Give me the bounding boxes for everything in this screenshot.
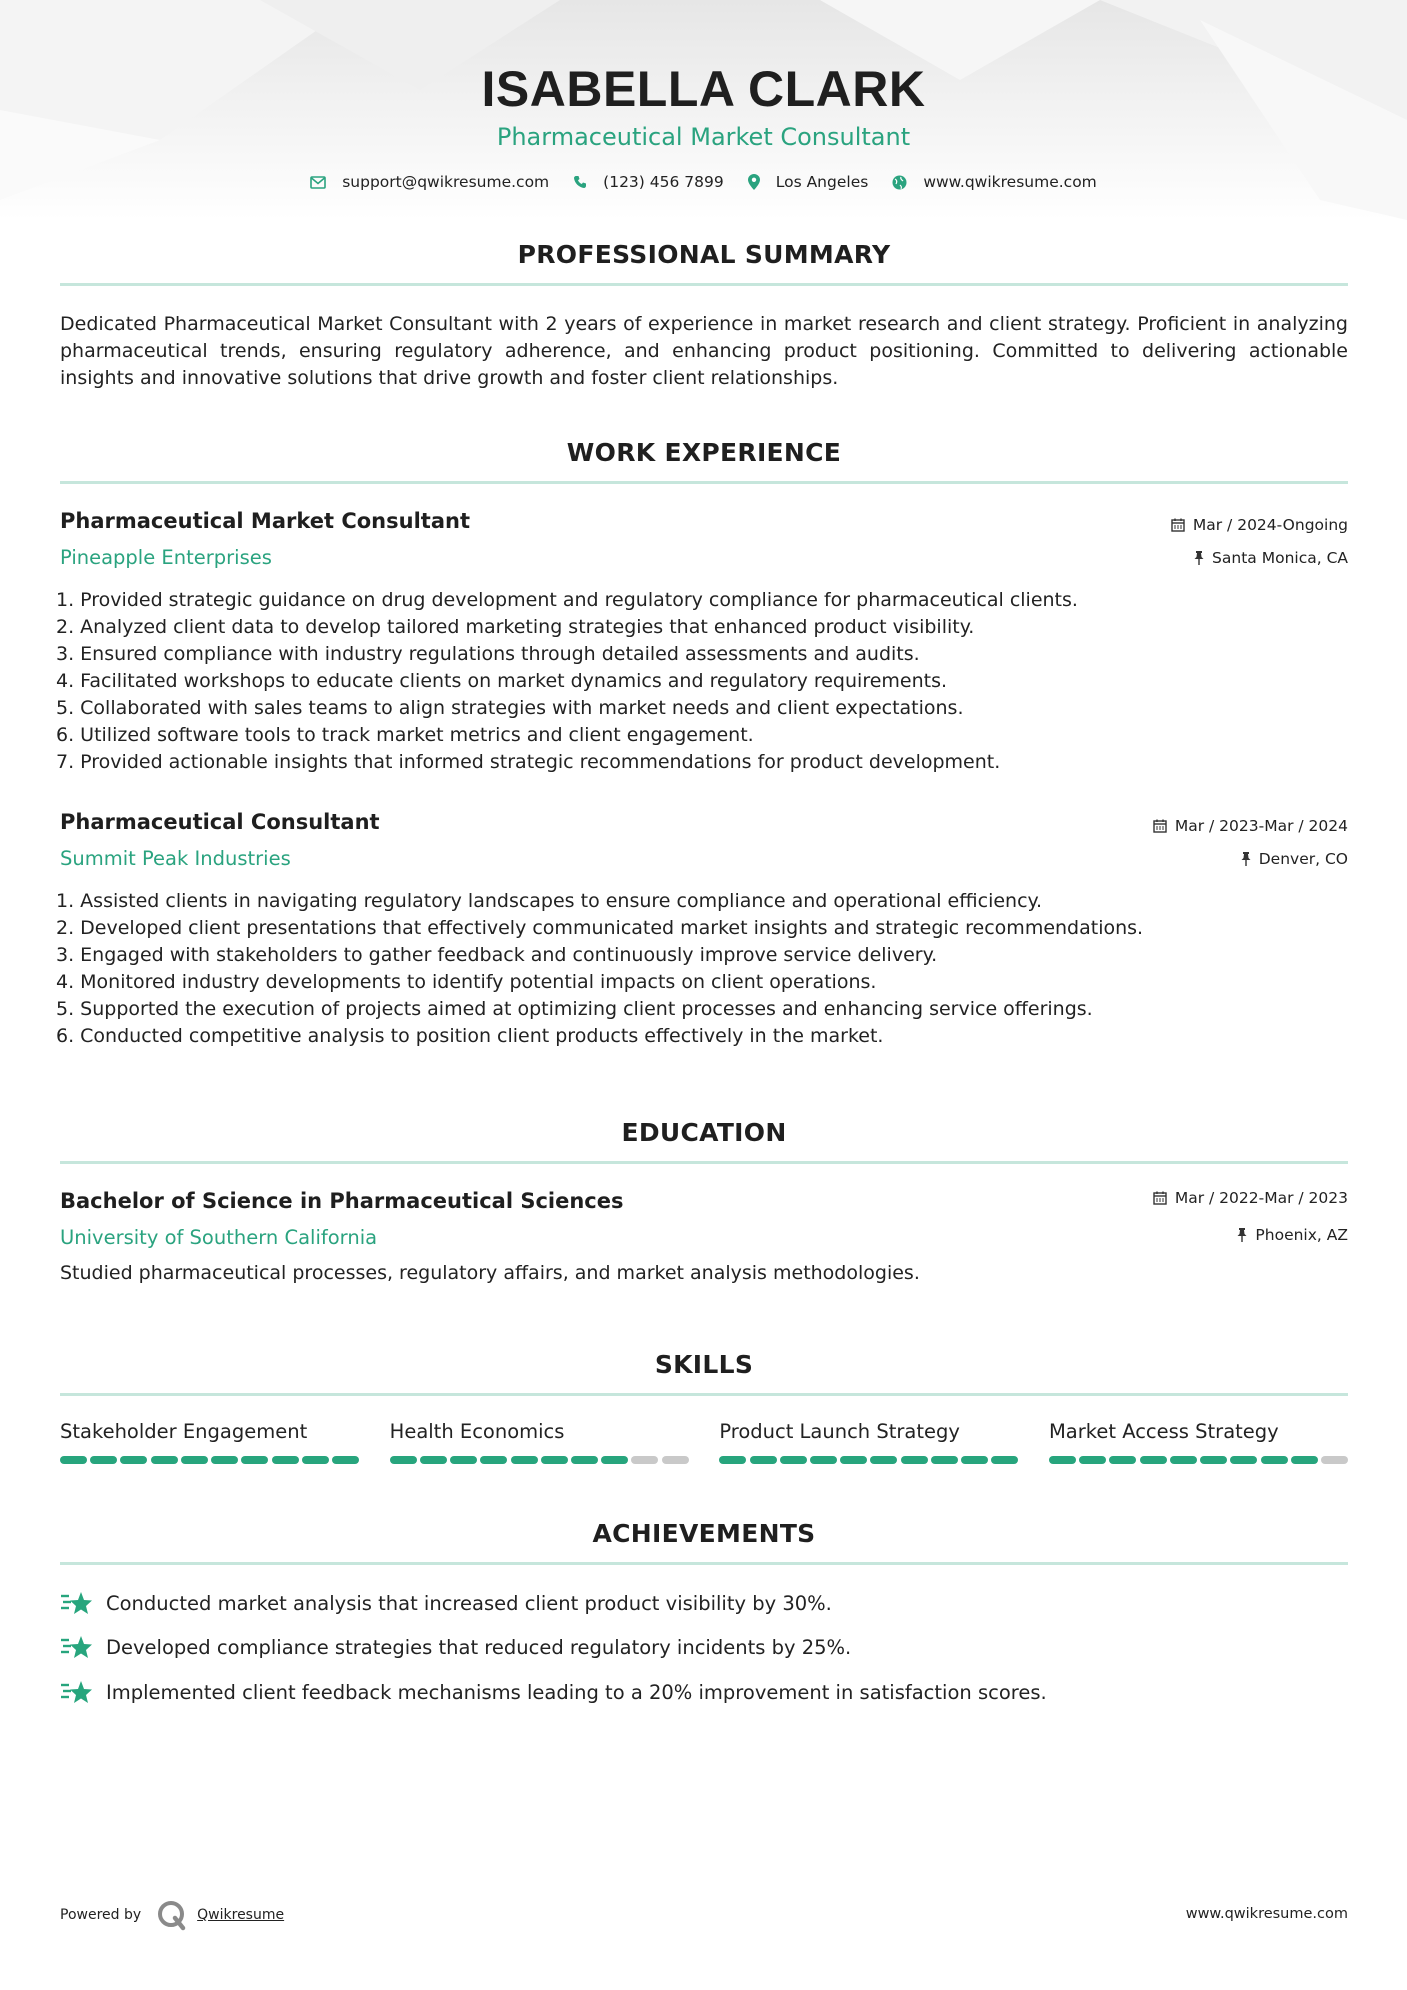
skill-dot-filled — [211, 1456, 238, 1464]
contact-phone[interactable] — [573, 173, 724, 191]
skill-rating — [1049, 1456, 1348, 1464]
job-location — [1194, 549, 1348, 567]
achievements-divider — [60, 1562, 1348, 1565]
star-icon — [60, 1634, 94, 1660]
skill-dot-filled — [931, 1456, 958, 1464]
achievement-item — [60, 1634, 851, 1660]
skills-list — [60, 1420, 1348, 1464]
bullet-item: 1. Assisted clients in navigating regulatory landscapes to ensure compliance and operational efficiency. — [56, 890, 1043, 912]
location-text: Los Angeles — [775, 173, 869, 191]
education-divider — [60, 1161, 1348, 1164]
skill-dot-filled — [332, 1456, 359, 1464]
skills-divider — [60, 1393, 1348, 1396]
contact-email[interactable] — [310, 173, 549, 191]
bullet-item: 5. Collaborated with sales teams to align strategies with market needs and client expectations. — [56, 697, 964, 719]
experience-heading: WORK EXPERIENCE — [566, 438, 842, 467]
bullet-item: 3. Ensured compliance with industry regulations through detailed assessments and audits. — [56, 643, 920, 665]
pushpin-icon — [1241, 852, 1251, 866]
contact-website[interactable] — [892, 173, 1096, 191]
map-pin-icon — [748, 174, 760, 190]
skill-name: Product Launch Strategy — [719, 1420, 960, 1443]
skill-dot-filled — [1230, 1456, 1257, 1464]
skill-dot-filled — [511, 1456, 538, 1464]
skill-dot-filled — [571, 1456, 598, 1464]
star-icon — [60, 1590, 94, 1616]
skill-dot-filled — [901, 1456, 928, 1464]
bullet-item: 6. Conducted competitive analysis to position client products effectively in the market. — [56, 1025, 884, 1047]
skill-name: Market Access Strategy — [1048, 1420, 1279, 1443]
star-icon — [60, 1679, 94, 1705]
skill-rating — [60, 1456, 359, 1464]
skill-dot-filled — [1170, 1456, 1197, 1464]
skill-dot-filled — [870, 1456, 897, 1464]
summary-heading: PROFESSIONAL SUMMARY — [517, 240, 891, 269]
bullet-item: 1. Provided strategic guidance on drug development and regulatory compliance for pharmaceutical clients. — [56, 589, 1078, 611]
company-name: Pineapple Enterprises — [60, 546, 272, 569]
skill-dot-filled — [780, 1456, 807, 1464]
skill-dot-filled — [90, 1456, 117, 1464]
skill-name: Stakeholder Engagement — [60, 1420, 308, 1443]
achievement-text: Conducted market analysis that increased client product visibility by 30%. — [106, 1591, 832, 1615]
degree-title: Bachelor of Science in Pharmaceutical Sciences — [60, 1189, 624, 1213]
skill-dot-filled — [840, 1456, 867, 1464]
skill-dot-filled — [719, 1456, 746, 1464]
qwikresume-link[interactable]: Qwikresume — [197, 1907, 285, 1923]
skill-dot-filled — [961, 1456, 988, 1464]
school-name: University of Southern California — [60, 1226, 378, 1249]
skill-dot-filled — [1200, 1456, 1227, 1464]
skill-dot-filled — [1140, 1456, 1167, 1464]
contact-location — [748, 173, 869, 191]
globe-icon — [892, 175, 907, 190]
skill-dot-empty — [631, 1456, 658, 1464]
skill-dot-filled — [420, 1456, 447, 1464]
bullet-item: 7. Provided actionable insights that informed strategic recommendations for product development. — [56, 751, 1001, 773]
job-dates — [1171, 516, 1348, 534]
skill-dot-filled — [120, 1456, 147, 1464]
skill-dot-filled — [991, 1456, 1018, 1464]
skill-item — [390, 1420, 689, 1464]
achievements-heading: ACHIEVEMENTS — [592, 1519, 816, 1548]
achievement-text: Developed compliance strategies that reduced regulatory incidents by 25%. — [106, 1635, 852, 1659]
education-dates-text: Mar / 2022-Mar / 2023 — [1174, 1189, 1348, 1207]
skill-dot-filled — [601, 1456, 628, 1464]
education-dates — [1153, 1189, 1348, 1207]
skill-dot-filled — [1291, 1456, 1318, 1464]
skill-dot-filled — [450, 1456, 477, 1464]
job-bullets — [56, 587, 1346, 776]
skill-dot-filled — [810, 1456, 837, 1464]
skill-dot-filled — [1049, 1456, 1076, 1464]
skill-item — [719, 1420, 1018, 1464]
resume-header — [0, 58, 1407, 152]
calendar-icon — [1153, 1191, 1167, 1205]
skill-dot-filled — [272, 1456, 299, 1464]
website-text: www.qwikresume.com — [923, 173, 1097, 191]
phone-text: (123) 456 7899 — [603, 173, 724, 191]
company-name: Summit Peak Industries — [60, 847, 291, 870]
calendar-icon — [1153, 819, 1167, 833]
education-location — [1237, 1226, 1348, 1244]
education-heading: EDUCATION — [621, 1118, 787, 1147]
achievement-item — [60, 1679, 1047, 1705]
skill-dot-filled — [1261, 1456, 1288, 1464]
skill-item — [1049, 1420, 1348, 1464]
education-location-text: Phoenix, AZ — [1255, 1226, 1348, 1244]
bullet-item: 2. Developed client presentations that effectively communicated market insights and strategic recommendations. — [56, 917, 1144, 939]
candidate-name: ISABELLA CLARK — [481, 61, 926, 117]
skills-heading: SKILLS — [654, 1350, 754, 1379]
achievement-item — [60, 1590, 832, 1616]
skill-dot-filled — [151, 1456, 178, 1464]
summary-divider — [60, 283, 1348, 286]
skill-dot-filled — [480, 1456, 507, 1464]
skill-dot-filled — [750, 1456, 777, 1464]
skill-dot-filled — [1079, 1456, 1106, 1464]
pushpin-icon — [1194, 551, 1204, 565]
phone-icon — [573, 175, 587, 189]
bullet-item: 6. Utilized software tools to track market metrics and client engagement. — [56, 724, 754, 746]
experience-divider — [60, 481, 1348, 484]
skill-rating — [390, 1456, 689, 1464]
skill-dot-filled — [181, 1456, 208, 1464]
job-title: Pharmaceutical Market Consultant — [60, 509, 470, 533]
email-text: support@qwikresume.com — [342, 173, 550, 191]
skill-rating — [719, 1456, 1018, 1464]
powered-by-label: Powered by — [60, 1907, 142, 1923]
footer-powered-by — [60, 1898, 284, 1932]
bullet-item: 4. Facilitated workshops to educate clients on market dynamics and regulatory requirements. — [56, 670, 948, 692]
calendar-icon — [1171, 518, 1185, 532]
job-dates-text: Mar / 2024-Ongoing — [1192, 516, 1348, 534]
skill-name: Health Economics — [389, 1420, 565, 1443]
pushpin-icon — [1237, 1228, 1247, 1242]
job-title: Pharmaceutical Consultant — [60, 810, 380, 834]
skill-dot-empty — [1321, 1456, 1348, 1464]
job-dates-text: Mar / 2023-Mar / 2024 — [1174, 817, 1348, 835]
skill-dot-filled — [1109, 1456, 1136, 1464]
job-dates — [1153, 817, 1348, 835]
footer-website[interactable]: www.qwikresume.com — [1185, 1906, 1348, 1922]
contact-bar — [0, 173, 1407, 191]
skill-dot-filled — [302, 1456, 329, 1464]
bullet-item: 2. Analyzed client data to develop tailored marketing strategies that enhanced product visibility. — [56, 616, 975, 638]
envelope-icon — [310, 176, 326, 189]
candidate-title: Pharmaceutical Market Consultant — [496, 123, 911, 151]
skill-dot-empty — [662, 1456, 689, 1464]
summary-text: Dedicated Pharmaceutical Market Consultant with 2 years of experience in market research and client strategy. Proficient in analyzing pharmaceutical trends, ensuring regulatory adherence, and enhancing product positioning. Committed to delivering actionable insights and innovative solutions that drive growth and foster client relationships. — [60, 313, 1348, 389]
skill-item — [60, 1420, 359, 1464]
education-description: Studied pharmaceutical processes, regulatory affairs, and market analysis methodologies. — [60, 1262, 920, 1284]
bullet-item: 4. Monitored industry developments to identify potential impacts on client operations. — [56, 971, 877, 993]
bullet-item: 5. Supported the execution of projects aimed at optimizing client processes and enhancing service offerings. — [56, 998, 1093, 1020]
achievement-text: Implemented client feedback mechanisms leading to a 20% improvement in satisfaction scores. — [106, 1680, 1047, 1704]
job-location — [1241, 850, 1348, 868]
qwikresume-logo-icon — [155, 1898, 189, 1932]
skill-dot-filled — [390, 1456, 417, 1464]
job-location-text: Santa Monica, CA — [1212, 549, 1348, 567]
skill-dot-filled — [241, 1456, 268, 1464]
job-bullets — [56, 888, 1346, 1050]
skill-dot-filled — [541, 1456, 568, 1464]
bullet-item: 3. Engaged with stakeholders to gather feedback and continuously improve service delivery. — [56, 944, 938, 966]
skill-dot-filled — [60, 1456, 87, 1464]
job-location-text: Denver, CO — [1258, 850, 1348, 868]
